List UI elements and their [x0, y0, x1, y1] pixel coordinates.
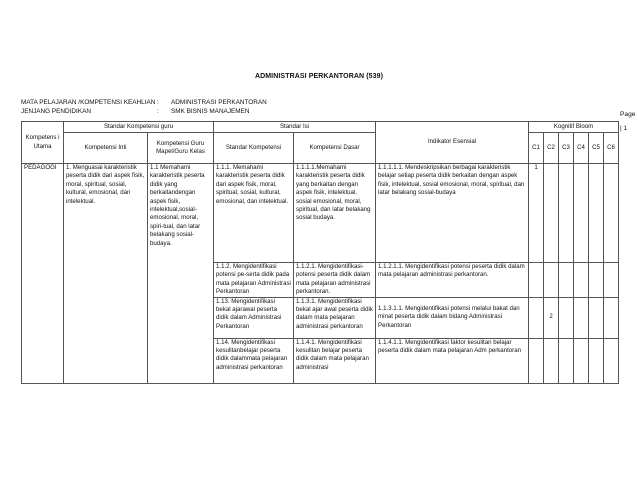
header-c1: C1: [529, 133, 544, 164]
meta-value: SMK BISNIS MANAJEMEN: [171, 108, 250, 115]
header-kognitif-bloom: Kognitif Bloom: [529, 122, 619, 133]
meta-key: MATA PELAJARAN /KOMPETENSI KEAHLIAN: [21, 99, 156, 106]
header-kompetensi-utama: Kompetens i Utama: [22, 122, 64, 164]
cell-c6: [604, 164, 619, 263]
cell-standar-kompetensi: 1.1.2. Mengidentifikasi potensi pe-serta didik pada mata pelajaran Administrasi Perkantoran: [214, 263, 294, 298]
cell-c6: [604, 338, 619, 383]
cell-c4: [574, 164, 589, 263]
cell-c5: [589, 338, 604, 383]
table-row: [22, 164, 619, 263]
page-number: | 1: [620, 125, 628, 132]
header-standar-kompetensi-guru: Standar Kompetensi guru: [64, 122, 214, 133]
cell-c4: [574, 263, 589, 298]
header-c2: C2: [544, 133, 559, 164]
cell-c4: [574, 297, 589, 338]
cell-c3: [559, 338, 574, 383]
cell-c5: [589, 164, 604, 263]
cell-c2: [544, 338, 559, 383]
cell-c1: 1: [529, 164, 544, 263]
cell-c1: [529, 263, 544, 298]
cell-c2: [544, 164, 559, 263]
header-standar-kompetensi: Standar Kompetensi: [214, 133, 294, 164]
meta-colon: :: [157, 99, 159, 106]
header-c5: C5: [589, 133, 604, 164]
cell-standar-kompetensi: 1.14. Mengidentifikasi kesulitanbelajar peserta didik dalammata pelajaran administrasi perkantoran: [214, 338, 294, 383]
cell-indikator: 1.1.4.1.1. Mengidentifikasi faktor kesulitan belajar peserta didik dalam mata pelajaran Adm perkantoran: [376, 338, 529, 383]
cell-standar-kompetensi: 1.13. Mengidentifikasi bekal ajarawal peserta didik dalam Administrasi Perkantoran: [214, 297, 294, 338]
header-indikator-esensial: Indikator Esensial: [376, 122, 529, 164]
cell-c6: [604, 263, 619, 298]
cell-standar-kompetensi: 1.1.1. Memahami karakteristik peserta didik dari aspek fisik, moral, spiritual, sosial, kultural, emosional, dan intelektual.: [214, 164, 294, 263]
cell-indikator: 1.1.3.1.1. Mengidentifikasi potensi melalui bakat dan minat peserta didik dalam bidang Administrasi Perkantoran: [376, 297, 529, 338]
cell-c1: [529, 338, 544, 383]
header-kompetensi-dasar: Kompetensi Dasar: [294, 133, 376, 164]
page-label: Page: [620, 111, 636, 118]
competency-table: [21, 121, 619, 384]
cell-c5: [589, 263, 604, 298]
header-c4: C4: [574, 133, 589, 164]
cell-c2: [544, 263, 559, 298]
cell-c6: [604, 297, 619, 338]
header-kompetensi-inti: Kompetensi Inti: [64, 133, 148, 164]
cell-c5: [589, 297, 604, 338]
cell-kompetensi-guru: 1.1 Memahami karakteristik peserta didik yang berkaitandengan aspek fisik, intelektual,sosial-emosional, moral, spiri-tual, dan latar belakang sosial-budaya.: [148, 164, 214, 384]
header-standar-isi: Standar Isi: [214, 122, 376, 133]
cell-indikator: 1.1.1.1.1. Mendeskripsikan berbagai karakteristik belajar setiap peserta didik berkaitan dengan aspek fisik, intelektual, sosial emosional, moral, spiritual, dan latar belakang sosial-budaya: [376, 164, 529, 263]
header-c3: C3: [559, 133, 574, 164]
cell-c3: [559, 164, 574, 263]
cell-kompetensi-dasar: 1.1.3.1. Mengidentifikasi bekal ajar awal peserta didik dalam mata pelajaran administrasi perkantoran: [294, 297, 376, 338]
cell-c3: [559, 297, 574, 338]
cell-kompetensi-utama: PEDAGOGI: [22, 164, 64, 384]
cell-kompetensi-dasar: 1.1.1.1.Memahami karakteristik peserta didik yang berkaitan dengan aspek fisik, intelektual, sosial emosional, moral, spiritual, dan latar belakang sosial budaya.: [294, 164, 376, 263]
cell-c1: [529, 297, 544, 338]
cell-indikator: 1.1.2.1.1. Mengidentifikasi potensi peserta didik dalam mata pelajaran administrasi perkantoran.: [376, 263, 529, 298]
cell-kompetensi-inti: 1. Menguasai karakteristik peserta didik dari aspek fisik, moral, spiritual, sosial, kultural, emosional, dan intelektual.: [64, 164, 148, 384]
cell-kompetensi-dasar: 1.1.4.1. Mengidentifikasi kesulitan belajar peserta didik dalam mata pelajaran administrasi: [294, 338, 376, 383]
header-kompetensi-guru-mapel: Kompetensi Guru Mapel/Guru Kelas: [148, 133, 214, 164]
document-title: ADMINISTRASI PERKANTORAN (539): [254, 73, 384, 80]
meta-colon: :: [157, 108, 159, 115]
cell-c4: [574, 338, 589, 383]
cell-kompetensi-dasar: 1.1.2.1. Mengidentifikasi-potensi peserta didik dalam mata pelajaran administrasi perkantoran.: [294, 263, 376, 298]
meta-key: JENJANG PENDIDIKAN: [21, 108, 91, 115]
meta-value: ADMINISTRASI PERKANTORAN: [171, 99, 267, 106]
cell-c3: [559, 263, 574, 298]
cell-c2: 2: [544, 297, 559, 338]
header-c6: C6: [604, 133, 619, 164]
